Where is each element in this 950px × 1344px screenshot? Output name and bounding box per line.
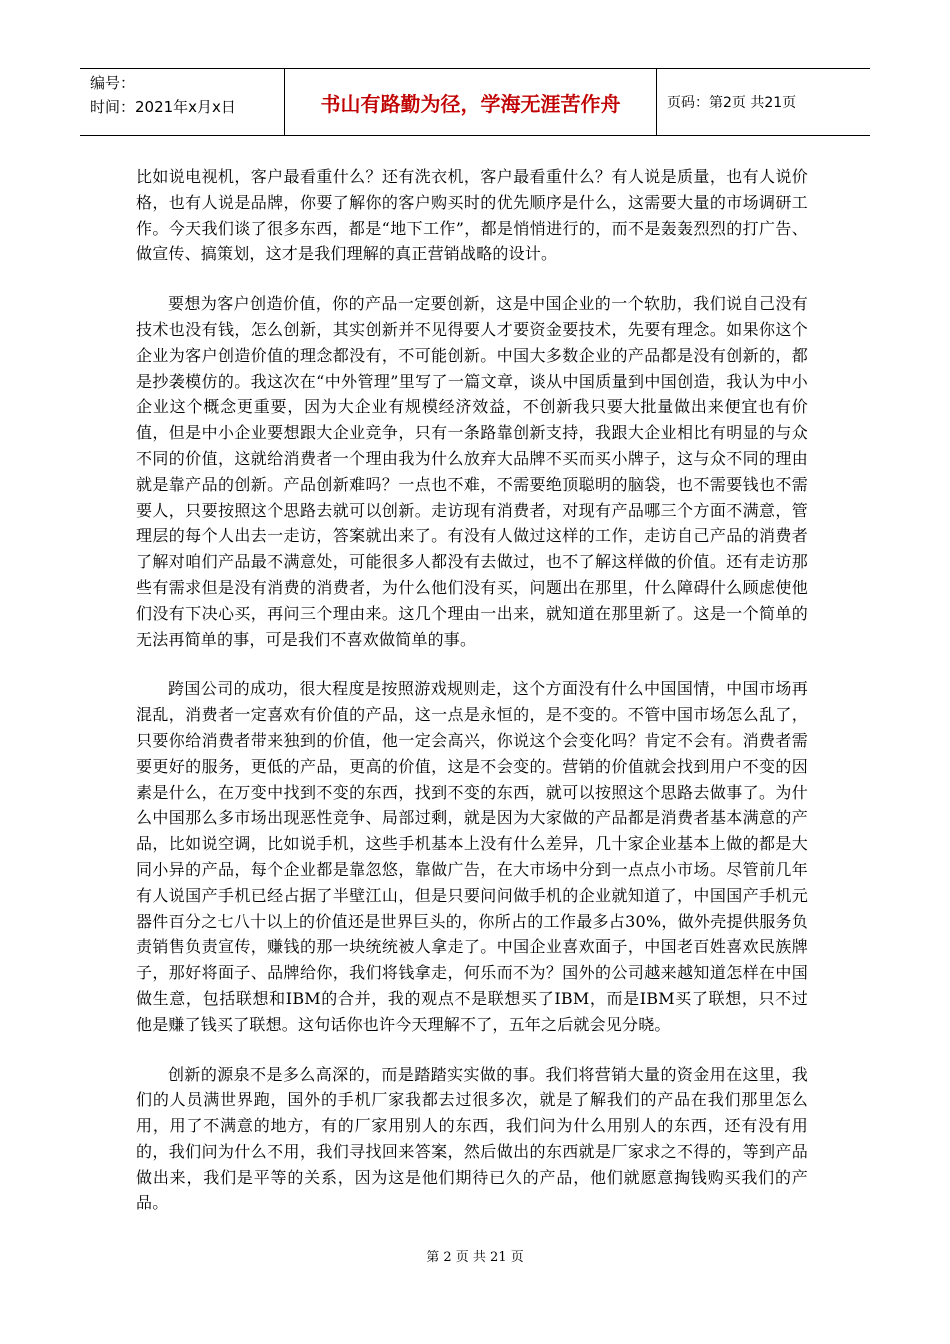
header-meta	[80, 69, 285, 135]
page-footer: 第 2 页 共 21 页	[426, 1250, 524, 1265]
date-label: 时间：2021年x月x日	[90, 98, 236, 116]
paragraph: 比如说电视机，客户最看重什么？还有洗衣机，客户最看重什么？有人说是质量，也有人说价格，也有人说是品牌，你要了解你的客户购买时的优先顺序是什么，这需要大量的市场调研工作。今天我们谈了很多东西，都是“地下工作”，都是悄悄进行的，而不是轰轰烈烈的打广告、做宣传、搞策划，这才是我们理解的真正营销战略的设计。	[136, 167, 808, 264]
header-motto: 书山有路勤为径，学海无涯苦作舟	[285, 69, 657, 135]
document-header	[80, 68, 870, 136]
paragraph: 创新的源泉不是多么高深的，而是踏踏实实做的事。我们将营销大量的资金用在这里，我们的人员满世界跑，国外的手机厂家我都去过很多次，就是了解我们的产品在我们那里怎么用，用了不满意的地方，有的厂家用别人的东西，我们问为什么用别人的东西，还有没有用的，我们问为什么不用，我们寻找回来答案，然后做出的东西就是厂家求之不得的，等到产品做出来，我们是平等的关系，因为这是他们期待已久的产品，他们就愿意掏钱购买我们的产品。	[136, 1064, 808, 1213]
code-label: 编号：	[90, 74, 136, 92]
document-body	[136, 164, 808, 1240]
paragraph: 要想为客户创造价值，你的产品一定要创新，这是中国企业的一个软肋，我们说自己没有技术也没有钱，怎么创新，其实创新并不见得要人才要资金要技术，先要有理念。如果你这个企业为客户创造价值的理念都没有，不可能创新。中国大多数企业的产品都是没有创新的，都是抄袭模仿的。我这次在“中外管理”里写了一篇文章，谈从中国质量到中国创造，我认为中小企业这个概念更重要，因为大企业有规模经济效益，不创新我只要大批量做出来便宜也有价值，但是中小企业要想跟大企业竞争，只有一条路靠创新支持，我跟大企业相比有明显的与众不同的价值，这就给消费者一个理由我为什么放弃大品牌不买而买小牌子，这与众不同的理由就是靠产品的创新。产品创新难吗？一点也不难，不需要绝顶聪明的脑袋，也不需要钱也不需要人，只要按照这个思路去就可以创新。走访现有消费者，对现有产品哪三个方面不满意，管理层的每个人出去一走访，答案就出来了。有没有人做过这样的工作，走访自己产品的消费者了解对咱们产品最不满意处，可能很多人都没有去做过，也不了解这样做的价值。还有走访那些有需求但是没有消费的消费者，为什么他们没有买，问题出在那里，什么障碍什么顾虑使他们没有下决心买，再问三个理由来。这几个理由一出来，就知道在那里新了。这是一个简单的无法再简单的事，可是我们不喜欢做简单的事。	[136, 294, 808, 649]
header-page-info: 页码：第2页 共21页	[667, 95, 797, 111]
paragraph: 跨国公司的成功，很大程度是按照游戏规则走，这个方面没有什么中国国情，中国市场再混乱，消费者一定喜欢有价值的产品，这一点是永恒的，是不变的。不管中国市场怎么乱了，只要你给消费者带来独到的价值，他一定会高兴，你说这个会变化吗？肯定不会有。消费者需要更好的服务，更低的产品，更高的价值，这是不会变的。营销的价值就会找到用户不变的因素是什么，在万变中找到不变的东西，找到不变的东西，就可以按照这个思路去做事了。为什么中国那么多市场出现恶性竞争、局部过剩，就是因为大家做的产品都是消费者基本满意的产品，比如说空调，比如说手机，这些手机基本上没有什么差异，几十家企业基本上做的都是大同小异的产品，每个企业都是靠忽悠，靠做广告，在大市场中分到一点点小市场。尽管前几年有人说国产手机已经占据了半壁江山，但是只要问问做手机的企业就知道了，中国国产手机元器件百分之七八十以上的价值还是世界巨头的，你所占的工作最多占30%，做外壳提供服务负责销售负责宣传，赚钱的那一块统统被人拿走了。中国企业喜欢面子，中国老百姓喜欢民族牌子，那好将面子、品牌给你，我们将钱拿走，何乐而不为？国外的公司越来越知道怎样在中国做生意，包括联想和IBM的合并，我的观点不是联想买了IBM，而是IBM买了联想，只不过他是赚了钱买了联想。这句话你也许今天理解不了，五年之后就会见分晓。	[136, 679, 808, 1034]
